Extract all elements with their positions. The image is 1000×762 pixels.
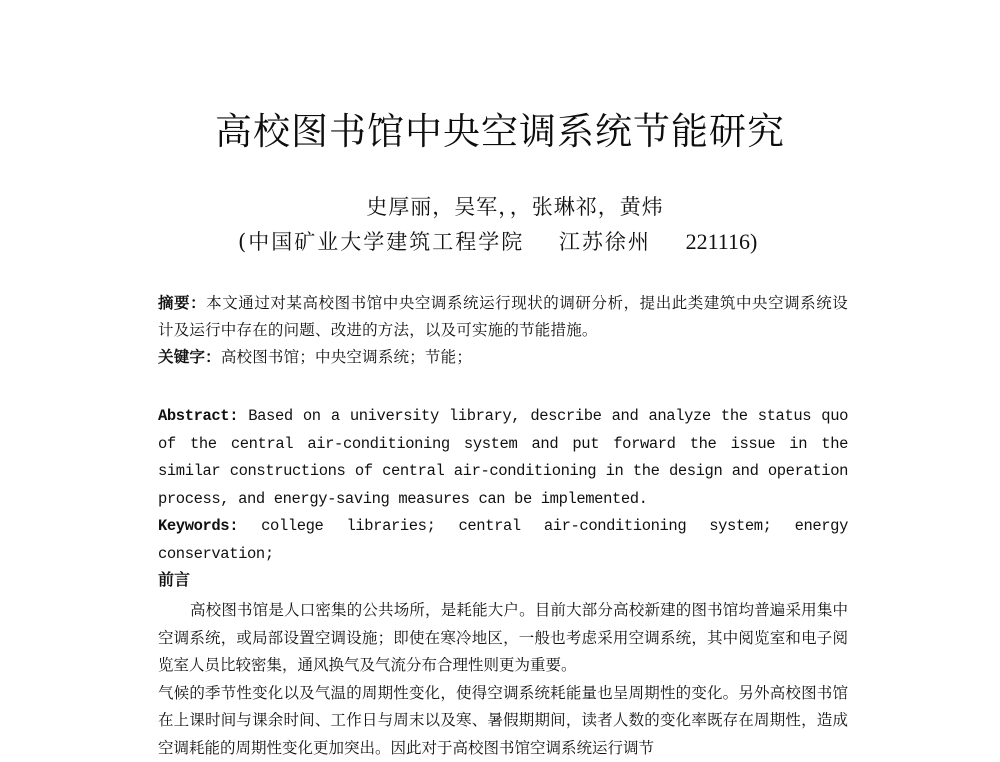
english-abstract-text: Based on a university library, describe and analyze the status quo of the central air-conditioning system and put forward the issue in the similar constructions of central air-conditioning in the design and operation process, and energy-saving measures can be implemented. — [158, 407, 848, 508]
body-paragraph-2: 气候的季节性变化以及气温的周期性变化，使得空调系统耗能量也呈周期性的变化。另外高校图书馆在上课时间与课余时间、工作日与周末以及寒、暑假期期间，读者人数的变化率既存在周期性，造成空调耗能的周期性变化更加突出。因此对于高校图书馆空调系统运行调节 — [158, 680, 848, 762]
affiliation-close-paren: ) — [750, 229, 757, 254]
chinese-keywords-label: 关键字： — [158, 348, 221, 366]
body-text — [158, 597, 848, 762]
affiliation-open-paren: ( — [238, 230, 248, 254]
chinese-abstract-text: 本文通过对某高校图书馆中央空调系统运行现状的调研分析，提出此类建筑中央空调系统设计及运行中存在的问题、改进的方法，以及可实施的节能措施。 — [158, 294, 848, 339]
chinese-abstract — [158, 290, 848, 344]
affiliation-postal-code: 221116 — [686, 229, 750, 254]
english-keywords-text: college libraries; central air-conditioning system; energy conservation; — [158, 517, 848, 563]
affiliation-institution: 中国矿业大学建筑工程学院 — [248, 230, 524, 254]
english-abstract — [158, 403, 848, 513]
author-affiliation — [238, 227, 757, 257]
paper-title: 高校图书馆中央空调系统节能研究 — [0, 108, 1000, 156]
body-paragraph-1: 高校图书馆是人口密集的公共场所，是耗能大户。目前大部分高校新建的图书馆均普遍采用集中空调系统，或局部设置空调设施；即使在寒冷地区，一般也考虑采用空调系统，其中阅览室和电子阅览室人员比较密集，通风换气及气流分布合理性则更为重要。 — [158, 597, 848, 680]
english-abstract-label: Abstract: — [158, 407, 238, 425]
section-heading-preface: 前言 — [158, 567, 190, 593]
english-abstract-block — [158, 403, 848, 568]
chinese-abstract-block — [158, 290, 848, 371]
chinese-keywords — [158, 344, 848, 371]
author-list: 史厚丽，吴军，，张琳祁，黄炜 — [0, 192, 1000, 222]
english-keywords-label: Keywords: — [158, 517, 238, 535]
chinese-abstract-label: 摘要： — [158, 294, 206, 312]
chinese-keywords-text: 高校图书馆；中央空调系统；节能； — [221, 348, 472, 366]
affiliation-location: 江苏徐州 — [559, 230, 651, 254]
english-keywords — [158, 513, 848, 568]
